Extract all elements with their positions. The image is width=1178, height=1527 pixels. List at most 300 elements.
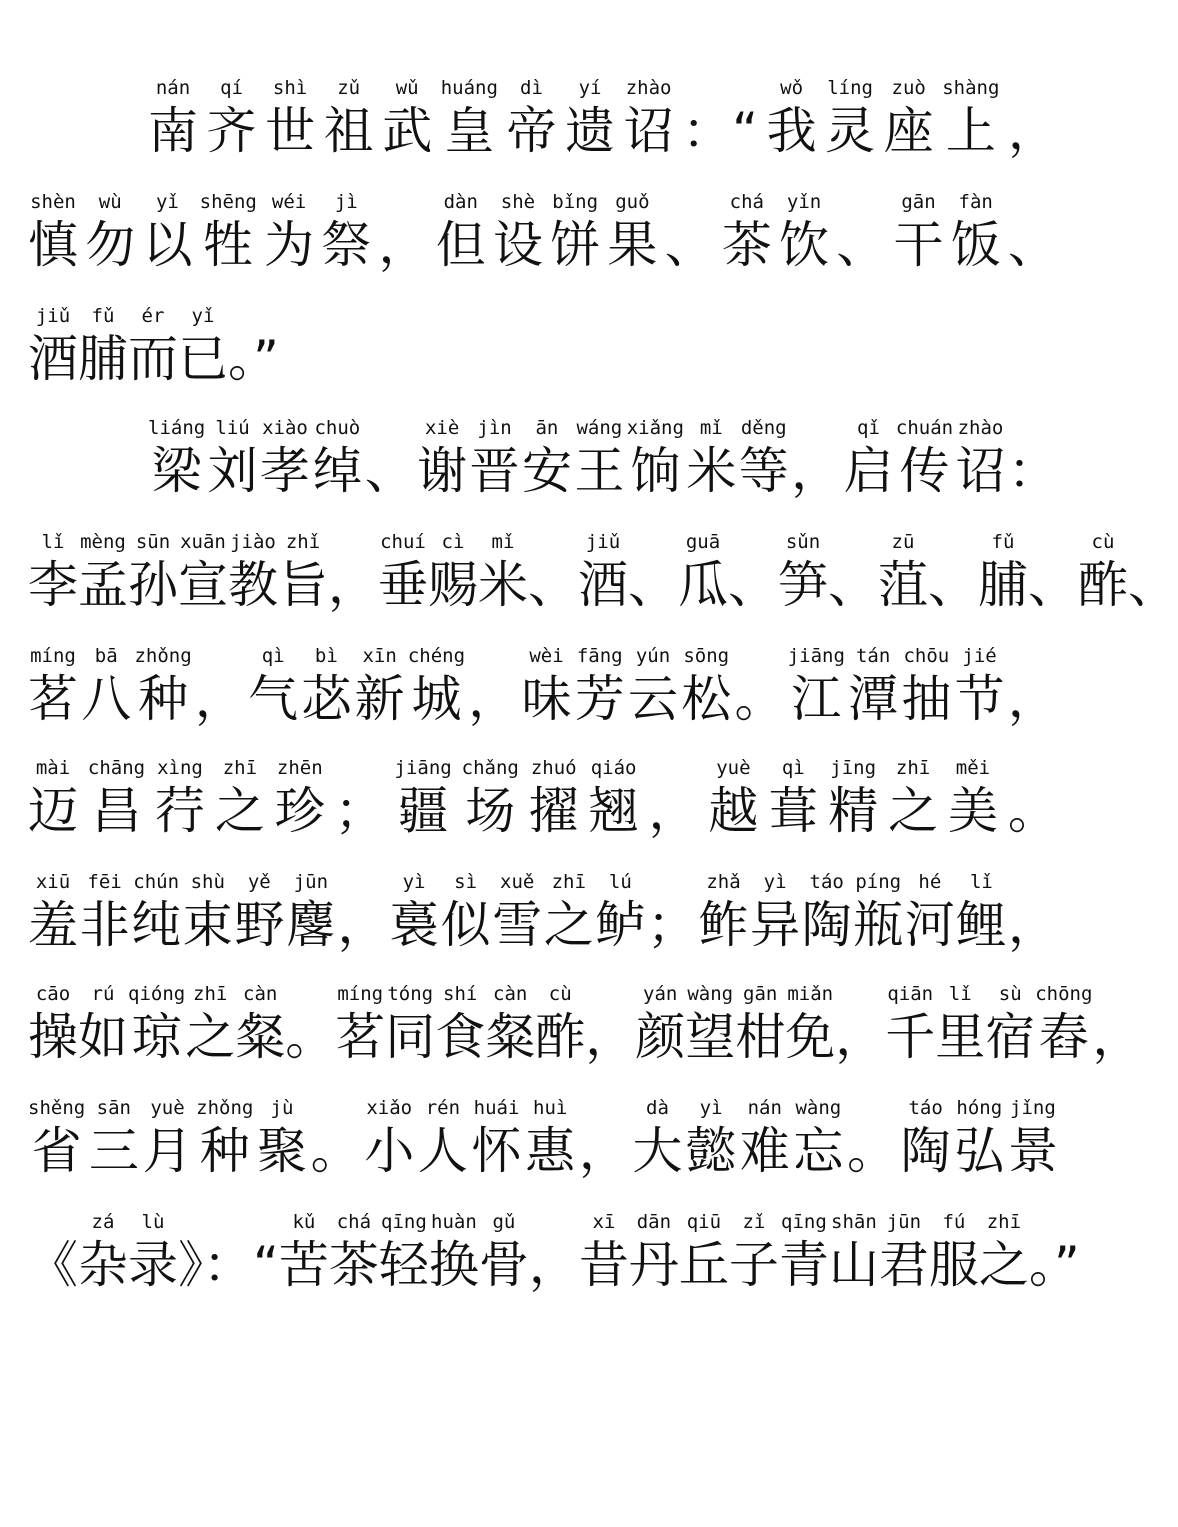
- pinyin: xiào: [262, 417, 308, 439]
- hanzi-character: 刘: [207, 442, 258, 500]
- pinyin: sù: [998, 983, 1022, 1005]
- glyph-with-pinyin: [722, 190, 772, 276]
- pinyin: chéng: [407, 645, 466, 667]
- hanzi-character: 懿: [686, 1122, 737, 1180]
- glyph-with-pinyin: [506, 76, 556, 162]
- pinyin: chuò: [314, 417, 361, 439]
- hanzi-character: 茗: [28, 670, 78, 728]
- pinyin: xiǎng: [626, 417, 684, 439]
- glyph-with-pinyin: [311, 1096, 361, 1182]
- pinyin: zhī: [193, 983, 228, 1005]
- hanzi-character: 苦: [278, 1236, 329, 1294]
- hanzi-character: 越: [708, 782, 759, 840]
- glyph-with-pinyin: [878, 530, 928, 616]
- punctuation: 》：: [178, 1236, 253, 1294]
- glyph-with-pinyin: [208, 416, 258, 502]
- pinyin: cì: [441, 531, 465, 553]
- glyph-with-pinyin: [131, 870, 181, 956]
- glyph-with-pinyin: [624, 76, 674, 162]
- hanzi-character: 垂: [378, 556, 428, 614]
- text-line: [28, 958, 1143, 1068]
- glyph-with-pinyin: [441, 76, 498, 162]
- hanzi-character: 野: [234, 896, 285, 954]
- pinyin: sūn: [135, 531, 171, 553]
- hanzi-character: 灵: [825, 102, 876, 160]
- glyph-with-pinyin: [183, 870, 233, 956]
- pinyin: liú: [215, 417, 250, 439]
- glyph-with-pinyin: [665, 190, 715, 276]
- pinyin: sǔn: [785, 531, 821, 553]
- pinyin: yǐn: [786, 191, 822, 213]
- glyph-with-pinyin: [929, 1210, 979, 1296]
- pinyin: fǔ: [991, 531, 1015, 553]
- glyph-with-pinyin: [228, 530, 278, 616]
- glyph-with-pinyin: [1008, 416, 1058, 502]
- pinyin: xuě: [500, 871, 535, 893]
- glyph-with-pinyin: [525, 1096, 575, 1182]
- pinyin: jì: [334, 191, 358, 213]
- glyph-with-pinyin: [335, 982, 385, 1068]
- hanzi-character: 苾: [301, 670, 352, 728]
- glyph-with-pinyin: [901, 1096, 951, 1182]
- hanzi-character: 南: [148, 102, 198, 160]
- glyph-with-pinyin: [935, 982, 985, 1068]
- glyph-with-pinyin: [802, 870, 852, 956]
- hanzi-character: 等: [738, 442, 789, 500]
- glyph-with-pinyin: [843, 416, 893, 502]
- glyph-with-pinyin: [89, 1096, 139, 1182]
- hanzi-character: 种: [138, 670, 189, 728]
- glyph-with-pinyin: [472, 1096, 522, 1182]
- glyph-with-pinyin: [767, 76, 817, 162]
- pinyin: zhǒng: [196, 1097, 254, 1119]
- glyph-with-pinyin: [735, 982, 785, 1068]
- pinyin: wáng: [576, 417, 623, 439]
- pinyin: wèi: [529, 645, 564, 667]
- glyph-with-pinyin: [485, 982, 535, 1068]
- glyph-with-pinyin: [479, 1210, 529, 1296]
- punctuation: 、: [728, 556, 778, 614]
- glyph-with-pinyin: [142, 190, 192, 276]
- hanzi-character: 丘: [678, 1236, 729, 1294]
- glyph-with-pinyin: [441, 870, 491, 956]
- pinyin: shù: [190, 871, 225, 893]
- pinyin: hóng: [956, 1097, 1003, 1119]
- glyph-with-pinyin: [579, 1096, 629, 1182]
- pinyin: yǐ: [155, 191, 179, 213]
- text-line: [148, 392, 1058, 502]
- glyph-with-pinyin: [207, 76, 257, 162]
- hanzi-character: 节: [954, 670, 1005, 728]
- hanzi-character: 河: [904, 896, 955, 954]
- pinyin: zá: [91, 1211, 115, 1233]
- glyph-with-pinyin: [778, 530, 828, 616]
- hanzi-character: 孝: [259, 442, 310, 500]
- hanzi-character: 气: [248, 670, 299, 728]
- punctuation: ，: [585, 1008, 636, 1066]
- pinyin: chōu: [903, 645, 950, 667]
- glyph-with-pinyin: [436, 190, 486, 276]
- glyph-with-pinyin: [234, 870, 284, 956]
- hanzi-character: 但: [435, 216, 486, 274]
- glyph-with-pinyin: [578, 530, 628, 616]
- glyph-with-pinyin: [847, 1096, 897, 1182]
- pinyin: hé: [918, 871, 942, 893]
- glyph-with-pinyin: [1008, 870, 1058, 956]
- hanzi-character: 脯: [78, 330, 128, 388]
- hanzi-character: 粲: [235, 1008, 286, 1066]
- pinyin: jiāng: [787, 645, 845, 667]
- hanzi-character: 裛: [389, 896, 440, 954]
- glyph-with-pinyin: [905, 870, 955, 956]
- glyph-with-pinyin: [728, 530, 778, 616]
- glyph-with-pinyin: [28, 304, 78, 390]
- glyph-with-pinyin: [734, 644, 784, 730]
- hanzi-character: 遗: [565, 102, 616, 160]
- hanzi-character: 饮: [779, 216, 830, 274]
- punctuation: ，: [578, 1122, 629, 1180]
- glyph-with-pinyin: [686, 416, 736, 502]
- glyph-with-pinyin: [579, 1210, 629, 1296]
- punctuation: 、: [828, 556, 878, 614]
- hanzi-character: 米: [686, 442, 737, 500]
- glyph-with-pinyin: [178, 304, 228, 390]
- pinyin: jīng: [830, 757, 877, 779]
- glyph-with-pinyin: [896, 416, 953, 502]
- punctuation: 。: [310, 1122, 361, 1180]
- glyph-with-pinyin: [275, 756, 325, 842]
- hanzi-character: 八: [81, 670, 132, 728]
- punctuation: “: [253, 1236, 279, 1294]
- glyph-with-pinyin: [681, 644, 731, 730]
- pinyin: dān: [636, 1211, 672, 1233]
- glyph-with-pinyin: [200, 190, 257, 276]
- glyph-with-pinyin: [885, 982, 935, 1068]
- hanzi-character: 之: [185, 1008, 236, 1066]
- glyph-with-pinyin: [379, 190, 429, 276]
- glyph-with-pinyin: [468, 644, 518, 730]
- hanzi-character: 芳: [574, 670, 625, 728]
- punctuation: 。: [734, 670, 785, 728]
- pinyin: zhī: [986, 1211, 1022, 1233]
- glyph-with-pinyin: [768, 756, 818, 842]
- glyph-with-pinyin: [575, 644, 625, 730]
- pinyin: lú: [608, 871, 632, 893]
- glyph-with-pinyin: [418, 1096, 468, 1182]
- hanzi-character: 瓶: [853, 896, 904, 954]
- hanzi-character: 琼: [131, 1008, 182, 1066]
- punctuation: 、: [1007, 216, 1058, 274]
- hanzi-character: 谢: [417, 442, 468, 500]
- hanzi-character: 惠: [525, 1122, 576, 1180]
- pinyin: míng: [337, 983, 384, 1005]
- hanzi-character: 子: [728, 1236, 779, 1294]
- glyph-with-pinyin: [28, 756, 78, 842]
- pinyin: huàn: [431, 1211, 477, 1233]
- pinyin: chuán: [895, 417, 954, 439]
- pinyin: xiǎo: [366, 1097, 413, 1119]
- pinyin: yán: [643, 983, 678, 1005]
- glyph-with-pinyin: [382, 76, 432, 162]
- pinyin: yí: [578, 77, 602, 99]
- glyph-with-pinyin: [888, 756, 938, 842]
- pinyin: jìn: [477, 417, 512, 439]
- hanzi-character: 怀: [471, 1122, 522, 1180]
- pinyin: gān: [743, 983, 778, 1005]
- pinyin: zhī: [222, 757, 258, 779]
- glyph-with-pinyin: [884, 76, 934, 162]
- pinyin: huì: [533, 1097, 568, 1119]
- hanzi-character: 之: [214, 782, 265, 840]
- pinyin: wéi: [271, 191, 307, 213]
- pinyin: zhēn: [276, 757, 323, 779]
- glyph-with-pinyin: [955, 644, 1005, 730]
- glyph-with-pinyin: [148, 76, 198, 162]
- glyph-with-pinyin: [879, 1210, 929, 1296]
- glyph-with-pinyin: [589, 756, 639, 842]
- pinyin: fǔ: [91, 305, 115, 327]
- pinyin: nán: [747, 1097, 782, 1119]
- punctuation: ，: [194, 670, 245, 728]
- pinyin: qǐ: [857, 417, 880, 439]
- hanzi-character: 脯: [978, 556, 1028, 614]
- glyph-with-pinyin: [335, 756, 385, 842]
- text-line: [28, 732, 1058, 842]
- pinyin: càn: [243, 983, 278, 1005]
- glyph-with-pinyin: [28, 982, 78, 1068]
- glyph-with-pinyin: [535, 982, 585, 1068]
- text-line: [28, 846, 1058, 956]
- pinyin: měi: [955, 757, 991, 779]
- pinyin: bā: [94, 645, 118, 667]
- pinyin: zhào: [957, 417, 1004, 439]
- hanzi-character: 柑: [735, 1008, 786, 1066]
- pinyin: qióng: [128, 983, 186, 1005]
- glyph-with-pinyin: [522, 644, 572, 730]
- hanzi-character: 江: [791, 670, 842, 728]
- pinyin: sì: [454, 871, 478, 893]
- glyph-with-pinyin: [788, 644, 845, 730]
- punctuation: 、: [1128, 556, 1178, 614]
- glyph-with-pinyin: [185, 982, 235, 1068]
- hanzi-character: 孟: [78, 556, 128, 614]
- pinyin: cāo: [35, 983, 71, 1005]
- glyph-with-pinyin: [979, 1210, 1029, 1296]
- glyph-with-pinyin: [470, 416, 520, 502]
- hanzi-character: 非: [79, 896, 130, 954]
- glyph-with-pinyin: [429, 1210, 479, 1296]
- glyph-with-pinyin: [649, 756, 699, 842]
- hanzi-character: 青: [778, 1236, 829, 1294]
- hanzi-character: 已: [178, 330, 228, 388]
- hanzi-character: 安: [521, 442, 572, 500]
- punctuation: ，: [528, 1236, 579, 1294]
- hanzi-character: 之: [978, 1236, 1029, 1294]
- punctuation: ，: [648, 782, 699, 840]
- punctuation: 、: [928, 556, 978, 614]
- hanzi-character: 骨: [478, 1236, 529, 1294]
- pinyin: bì: [314, 645, 338, 667]
- punctuation: ；: [334, 782, 385, 840]
- hanzi-character: 月: [142, 1122, 193, 1180]
- pinyin: lù: [141, 1211, 165, 1233]
- pinyin: nán: [155, 77, 191, 99]
- glyph-with-pinyin: [1008, 644, 1058, 730]
- text-line: [28, 280, 1058, 390]
- pinyin: xuān: [180, 531, 226, 553]
- hanzi-character: 米: [478, 556, 528, 614]
- glyph-with-pinyin: [928, 530, 978, 616]
- hanzi-character: 似: [440, 896, 491, 954]
- glyph-with-pinyin: [80, 870, 130, 956]
- hanzi-character: 绰: [312, 442, 363, 500]
- glyph-with-pinyin: [1008, 190, 1058, 276]
- pinyin: qí: [220, 77, 243, 99]
- glyph-with-pinyin: [324, 76, 374, 162]
- glyph-with-pinyin: [285, 982, 335, 1068]
- hanzi-character: 难: [739, 1122, 790, 1180]
- pinyin: ān: [535, 417, 559, 439]
- text-line: [28, 1072, 1058, 1182]
- pinyin: xiū: [35, 871, 71, 893]
- glyph-with-pinyin: [791, 416, 841, 502]
- hanzi-character: 梁: [151, 442, 202, 500]
- glyph-with-pinyin: [492, 870, 542, 956]
- pinyin: yě: [247, 871, 271, 893]
- hanzi-character: 食: [435, 1008, 486, 1066]
- pinyin: mǐ: [491, 531, 515, 553]
- pinyin: táo: [809, 871, 844, 893]
- pinyin: sōng: [683, 645, 730, 667]
- glyph-with-pinyin: [1035, 982, 1092, 1068]
- pinyin: fēi: [87, 871, 122, 893]
- glyph-with-pinyin: [478, 530, 528, 616]
- hanzi-character: 丹: [628, 1236, 679, 1294]
- pinyin: yuè: [716, 757, 751, 779]
- pinyin: qiū: [686, 1211, 722, 1233]
- glyph-with-pinyin: [951, 190, 1001, 276]
- pinyin: shè: [500, 191, 536, 213]
- pinyin: chún: [133, 871, 180, 893]
- hanzi-character: 君: [878, 1236, 929, 1294]
- glyph-with-pinyin: [462, 756, 519, 842]
- pinyin: zhī: [551, 871, 586, 893]
- pinyin: jiào: [230, 531, 276, 553]
- pinyin: lǐ: [969, 871, 993, 893]
- hanzi-character: 陶: [801, 896, 852, 954]
- glyph-with-pinyin: [785, 982, 835, 1068]
- glyph-with-pinyin: [678, 530, 728, 616]
- pinyin: fú: [942, 1211, 966, 1233]
- pinyin: jǐng: [1010, 1097, 1056, 1119]
- hanzi-character: 三: [88, 1122, 139, 1180]
- punctuation: 、: [364, 442, 415, 500]
- hanzi-character: 武: [382, 102, 433, 160]
- glyph-with-pinyin: [28, 530, 78, 616]
- hanzi-character: 以: [142, 216, 193, 274]
- hanzi-character: 千: [885, 1008, 936, 1066]
- pinyin: zhǎ: [706, 871, 741, 893]
- pinyin: shàng: [942, 77, 1000, 99]
- pinyin: chǎng: [461, 757, 519, 779]
- pinyin: yì: [402, 871, 426, 893]
- glyph-with-pinyin: [708, 756, 758, 842]
- glyph-with-pinyin: [28, 190, 78, 276]
- punctuation: ，: [1007, 102, 1058, 160]
- punctuation: 。”: [228, 330, 279, 388]
- glyph-with-pinyin: [365, 416, 415, 502]
- pinyin: shěng: [28, 1097, 86, 1119]
- hanzi-character: 小: [364, 1122, 415, 1180]
- glyph-with-pinyin: [647, 870, 697, 956]
- pinyin: xìng: [157, 757, 203, 779]
- glyph-with-pinyin: [1128, 530, 1178, 616]
- hanzi-character: 宣: [178, 556, 228, 614]
- hanzi-character: 同: [385, 1008, 436, 1066]
- glyph-with-pinyin: [329, 1210, 379, 1296]
- glyph-with-pinyin: [321, 190, 371, 276]
- glyph-with-pinyin: [417, 416, 467, 502]
- hanzi-character: 鲤: [956, 896, 1007, 954]
- glyph-with-pinyin: [257, 1096, 307, 1182]
- glyph-with-pinyin: [729, 1210, 779, 1296]
- glyph-with-pinyin: [78, 1210, 128, 1296]
- glyph-with-pinyin: [264, 190, 314, 276]
- hanzi-character: 果: [607, 216, 658, 274]
- pinyin: guā: [685, 531, 721, 553]
- hanzi-character: 录: [128, 1236, 178, 1294]
- pinyin: xīn: [362, 645, 397, 667]
- glyph-with-pinyin: [134, 644, 191, 730]
- glyph-with-pinyin: [585, 982, 635, 1068]
- pinyin: mèng: [80, 531, 126, 553]
- glyph-with-pinyin: [829, 1210, 879, 1296]
- glyph-with-pinyin: [629, 1210, 679, 1296]
- pinyin: xī: [592, 1211, 616, 1233]
- glyph-with-pinyin: [682, 76, 758, 162]
- hanzi-character: 里: [935, 1008, 986, 1066]
- punctuation: ，: [1007, 896, 1058, 954]
- hanzi-character: 之: [888, 782, 939, 840]
- glyph-with-pinyin: [195, 644, 245, 730]
- pinyin: chá: [729, 191, 764, 213]
- pinyin: shēng: [199, 191, 257, 213]
- glyph-with-pinyin: [954, 1096, 1004, 1182]
- hanzi-character: 李: [28, 556, 78, 614]
- glyph-with-pinyin: [378, 530, 428, 616]
- glyph-with-pinyin: [364, 1096, 414, 1182]
- hanzi-character: 座: [883, 102, 934, 160]
- glyph-with-pinyin: [1008, 756, 1058, 842]
- punctuation: 《: [28, 1236, 78, 1294]
- glyph-with-pinyin: [550, 190, 600, 276]
- punctuation: ，: [1007, 670, 1058, 728]
- pinyin: càn: [493, 983, 528, 1005]
- glyph-with-pinyin: [78, 530, 128, 616]
- hanzi-character: 牲: [203, 216, 254, 274]
- glyph-with-pinyin: [901, 644, 951, 730]
- glyph-with-pinyin: [389, 870, 439, 956]
- glyph-with-pinyin: [128, 530, 178, 616]
- hanzi-character: 上: [945, 102, 996, 160]
- pinyin: jié: [962, 645, 997, 667]
- glyph-with-pinyin: [779, 1210, 829, 1296]
- pinyin: chōng: [1035, 983, 1093, 1005]
- pinyin: chá: [336, 1211, 372, 1233]
- glyph-with-pinyin: [685, 982, 735, 1068]
- hanzi-character: 饼: [550, 216, 601, 274]
- hanzi-character: 麐: [285, 896, 336, 954]
